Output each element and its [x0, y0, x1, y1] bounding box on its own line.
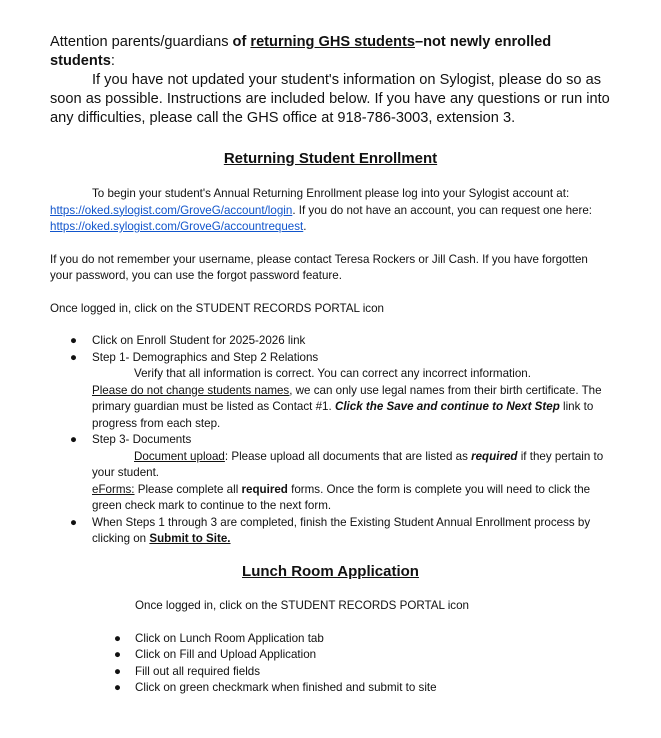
enrollment-instructions — [50, 186, 610, 548]
step-detail — [92, 482, 610, 515]
account-request-link[interactable]: https://oked.sylogist.com/GroveG/accountrequest — [50, 220, 304, 233]
bullet-icon: ● — [70, 515, 78, 529]
list-item — [50, 350, 610, 433]
doc-text: : Please upload all documents that are listed as — [224, 449, 472, 463]
lunch-step-text: Click on Fill and Upload Application — [135, 648, 317, 661]
returning-students-emphasis: returning GHS students — [250, 34, 415, 50]
list-item — [50, 432, 610, 515]
eforms-text: Please complete all — [134, 482, 242, 496]
required-emphasis: required — [471, 449, 518, 463]
login-link[interactable]: https://oked.sylogist.com/GroveG/account/login — [50, 203, 293, 217]
portal-instruction: Once logged in, click on the STUDENT RECORDS PORTAL icon — [50, 301, 384, 315]
intro-notice — [50, 33, 610, 128]
list-item — [50, 680, 610, 697]
list-item — [50, 631, 610, 648]
period: . — [303, 220, 307, 233]
list-item — [50, 333, 610, 350]
lunch-instructions — [50, 598, 610, 697]
enrollment-steps — [50, 333, 610, 548]
bullet-icon: ● — [114, 631, 122, 645]
submit-to-site-emphasis: Submit to Site. — [149, 532, 231, 545]
verify-text: Verify that all information is correct. You can correct any incorrect information. — [134, 367, 531, 380]
step-end: link to progress from each step. — [92, 400, 594, 430]
step-detail — [92, 449, 610, 482]
bullet-icon: ● — [70, 433, 78, 446]
attention-colon: : — [110, 53, 115, 69]
bullet-icon: ● — [114, 648, 122, 661]
bullet-icon: ● — [70, 334, 78, 347]
attention-text: Attention parents/guardians — [50, 34, 233, 50]
bullet-icon: ● — [70, 350, 78, 364]
lunch-room-heading: Lunch Room Application — [242, 563, 419, 580]
intro-paragraph — [50, 71, 610, 128]
intro-paragraph-text: If you have not updated your student's information on Sylogist, please do so as soon as possible. Instructions are included below. If you have any questions or run into any difficulties, please call the GHS office at 918-786-3003, extension 3. — [50, 72, 610, 126]
request-text: . If you do not have an account, you can request one here: — [292, 203, 593, 217]
login-text: To begin your student's Annual Returning Enrollment please log into your Sylogist account at: — [92, 187, 570, 200]
lunch-step-text: Click on Lunch Room Application tab — [135, 631, 324, 645]
login-paragraph — [50, 186, 610, 236]
list-item — [50, 515, 610, 548]
returning-enrollment-heading: Returning Student Enrollment — [223, 150, 438, 167]
step-detail — [92, 366, 610, 383]
attention-line — [50, 33, 610, 71]
not-newly-enrolled: –not newly enrolled students — [50, 34, 552, 69]
bullet-icon: ● — [114, 664, 122, 678]
save-continue-emphasis: Click the Save and continue to Next Step — [334, 400, 560, 413]
lunch-step-text: Click on green checkmark when finished and submit to site — [135, 681, 437, 694]
eforms-label: eForms: — [92, 482, 135, 496]
lunch-portal-instruction: Once logged in, click on the STUDENT RECORDS PORTAL icon — [135, 599, 469, 612]
names-warning: Please do not change students names, — [92, 383, 293, 397]
step-detail — [92, 383, 610, 433]
names-rest: we can only use legal names from their birth certificate. The primary guardian must be listed as Contact #1. — [92, 383, 602, 413]
lunch-steps — [50, 631, 610, 697]
bullet-icon: ● — [114, 681, 122, 694]
document-upload-label: Document upload — [134, 449, 225, 463]
attention-of: of — [232, 34, 251, 50]
username-help: If you do not remember your username, please contact Teresa Rockers or Jill Cash. If you have forgotten your password, you can use the forgot password feature. — [50, 252, 588, 282]
list-item — [50, 664, 610, 681]
lunch-step-text: Fill out all required fields — [135, 664, 261, 678]
step-title: Step 1- Demographics and Step 2 Relations — [92, 350, 319, 364]
doc-text-end: if they pertain to your student. — [92, 449, 604, 479]
required-bold: required — [241, 482, 288, 496]
step-title: Step 3- Documents — [92, 433, 192, 446]
final-step-text: When Steps 1 through 3 are completed, finish the Existing Student Annual Enrollment process by clicking on — [92, 515, 591, 545]
list-item — [50, 647, 610, 664]
step-text: Click on Enroll Student for 2025-2026 link — [92, 334, 306, 347]
eforms-text-end: forms. Once the form is complete you will need to click the green check mark to continue to the next form. — [92, 482, 591, 512]
